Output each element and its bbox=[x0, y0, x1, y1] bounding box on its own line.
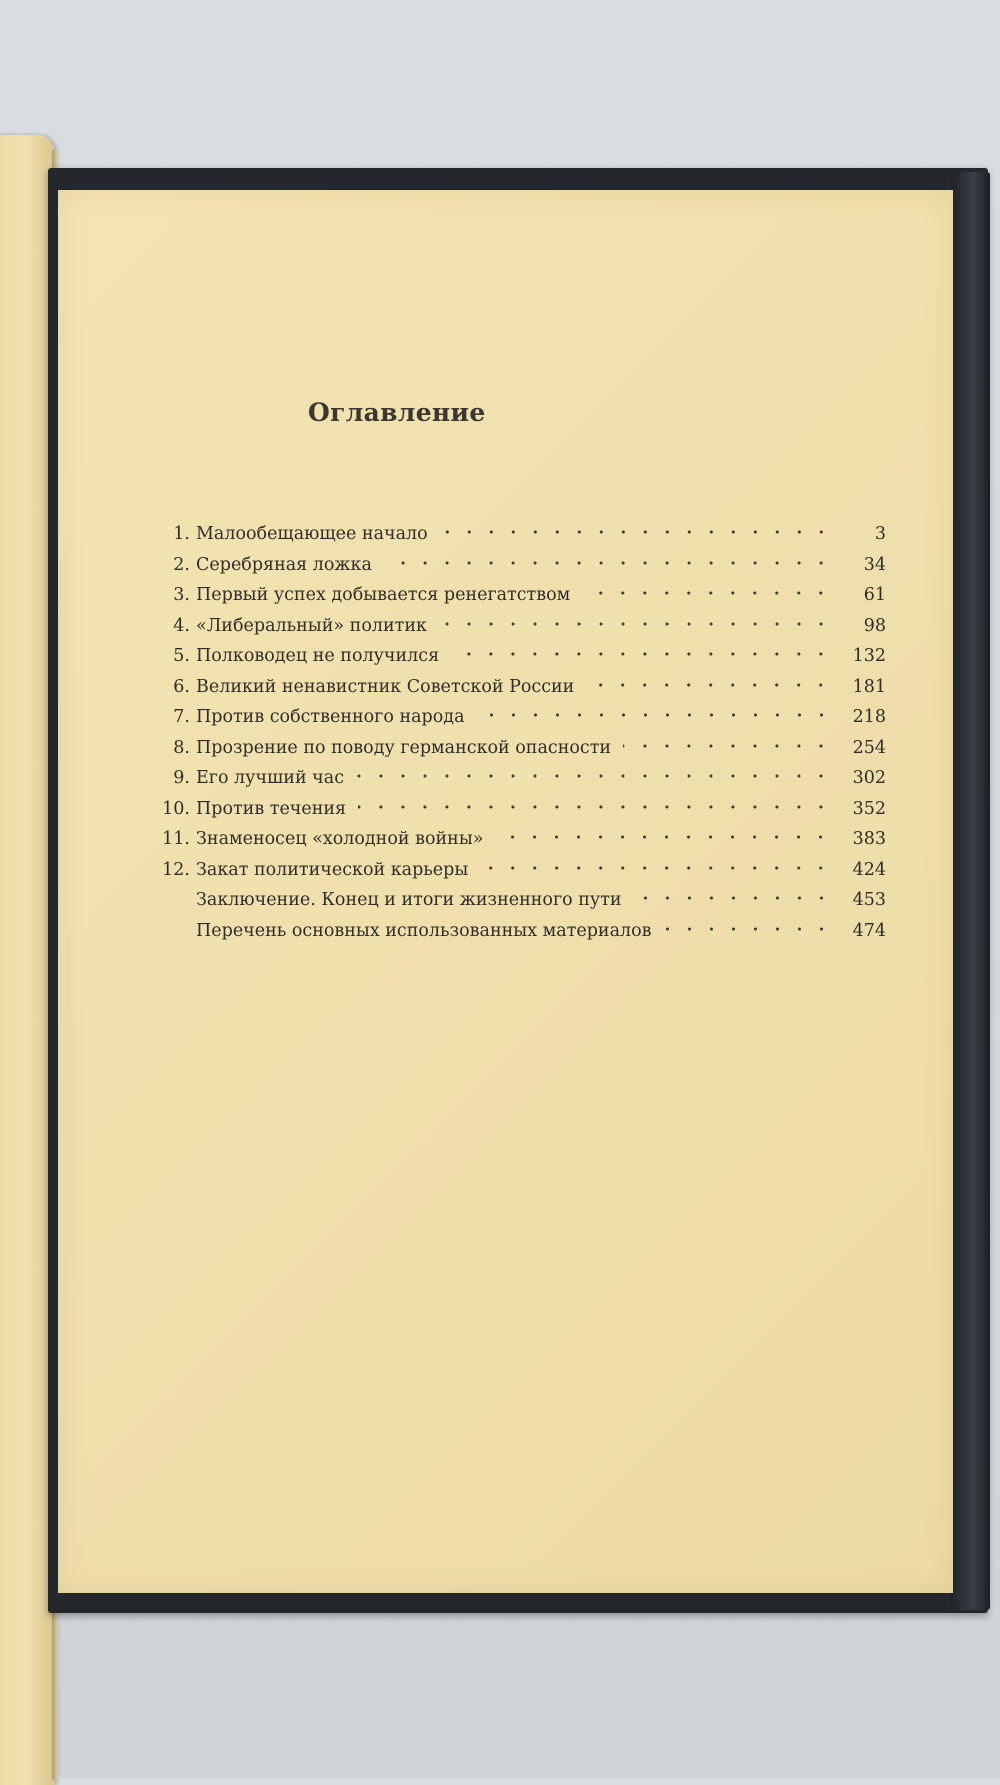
toc-entry-title: Против собственного народа bbox=[196, 707, 465, 727]
toc-entry-number: 12. bbox=[162, 859, 190, 880]
dot-leader bbox=[664, 927, 832, 931]
toc-entry-page: 383 bbox=[852, 829, 886, 849]
toc-entry-title: Заключение. Конец и итоги жизненного пути bbox=[196, 890, 622, 910]
toc-entry bbox=[116, 677, 886, 708]
toc-entry-number: 1. bbox=[173, 524, 190, 544]
toc-entry-title: Закат политической карьеры bbox=[196, 859, 469, 880]
toc-entry-number: 11. bbox=[162, 829, 190, 849]
toc-entry-title: Знаменосец «холодной войны» bbox=[196, 829, 484, 849]
dot-leader bbox=[439, 622, 832, 626]
toc-entry-title: Его лучший час bbox=[196, 768, 344, 788]
toc-entry-number: 5. bbox=[173, 646, 190, 666]
toc-entry-title: Малообещающее начало bbox=[196, 524, 428, 544]
toc-entry bbox=[116, 646, 886, 677]
toc-entry-page: 302 bbox=[852, 768, 886, 788]
toc-entry bbox=[116, 890, 886, 921]
book-cover-edge bbox=[950, 172, 990, 1610]
toc-entry bbox=[116, 585, 886, 616]
toc-entry-title: Перечень основных использованных материалов bbox=[196, 920, 652, 941]
dot-leader bbox=[356, 774, 832, 778]
toc-entry-page: 3 bbox=[874, 524, 886, 544]
page-title: Оглавление bbox=[308, 398, 486, 427]
toc-entry-page: 98 bbox=[863, 615, 886, 636]
toc-entry bbox=[116, 555, 886, 586]
dot-leader bbox=[634, 896, 832, 900]
toc-entry-number: 6. bbox=[173, 676, 190, 697]
dot-leader bbox=[451, 652, 832, 656]
toc-entry-page: 132 bbox=[852, 646, 886, 666]
toc-entry-page: 34 bbox=[863, 554, 886, 575]
toc-entry-page: 474 bbox=[852, 920, 886, 941]
toc-entry-page: 352 bbox=[852, 798, 886, 819]
toc-entry bbox=[116, 768, 886, 799]
toc-entry-number: 2. bbox=[173, 554, 190, 575]
dot-leader bbox=[582, 591, 832, 595]
dot-leader bbox=[477, 713, 833, 717]
toc-entry-page: 218 bbox=[852, 707, 886, 727]
toc-entry-page: 424 bbox=[852, 859, 886, 880]
book-page bbox=[58, 190, 953, 1593]
dot-leader bbox=[495, 835, 832, 839]
toc-entry-title: Первый успех добывается ренегатством bbox=[196, 585, 571, 605]
toc-entry-number: 4. bbox=[173, 615, 190, 636]
toc-entry-page: 61 bbox=[863, 585, 886, 605]
toc-entry-number: 7. bbox=[173, 707, 190, 727]
toc-entry-page: 453 bbox=[852, 890, 886, 910]
toc-entry bbox=[116, 616, 886, 647]
toc-entry-page: 181 bbox=[852, 676, 886, 697]
dot-leader bbox=[623, 744, 832, 748]
toc-entry-number: 8. bbox=[173, 737, 190, 758]
dot-leader bbox=[440, 530, 832, 534]
toc-entry-title: Серебряная ложка bbox=[196, 554, 372, 575]
toc-entry-number: 9. bbox=[173, 768, 190, 788]
dot-leader bbox=[480, 866, 832, 870]
toc-entry bbox=[116, 921, 886, 952]
toc-entry bbox=[116, 524, 886, 555]
dot-leader bbox=[358, 805, 832, 809]
facing-page bbox=[0, 135, 55, 1785]
toc-entry-number: 3. bbox=[173, 585, 190, 605]
dot-leader bbox=[384, 561, 832, 565]
table-of-contents bbox=[116, 524, 886, 951]
dot-leader bbox=[586, 683, 832, 687]
toc-entry-title: Прозрение по поводу германской опасности bbox=[196, 737, 612, 758]
toc-entry-title: Великий ненавистник Советской России bbox=[196, 676, 575, 697]
toc-entry bbox=[116, 799, 886, 830]
toc-entry-number: 10. bbox=[162, 798, 190, 819]
toc-entry-title: Полководец не получился bbox=[196, 646, 440, 666]
toc-entry-title: Против течения bbox=[196, 798, 347, 819]
toc-entry bbox=[116, 707, 886, 738]
toc-entry bbox=[116, 829, 886, 860]
toc-entry bbox=[116, 738, 886, 769]
toc-entry-title: «Либеральный» политик bbox=[196, 615, 427, 636]
toc-entry bbox=[116, 860, 886, 891]
toc-entry-page: 254 bbox=[852, 737, 886, 758]
